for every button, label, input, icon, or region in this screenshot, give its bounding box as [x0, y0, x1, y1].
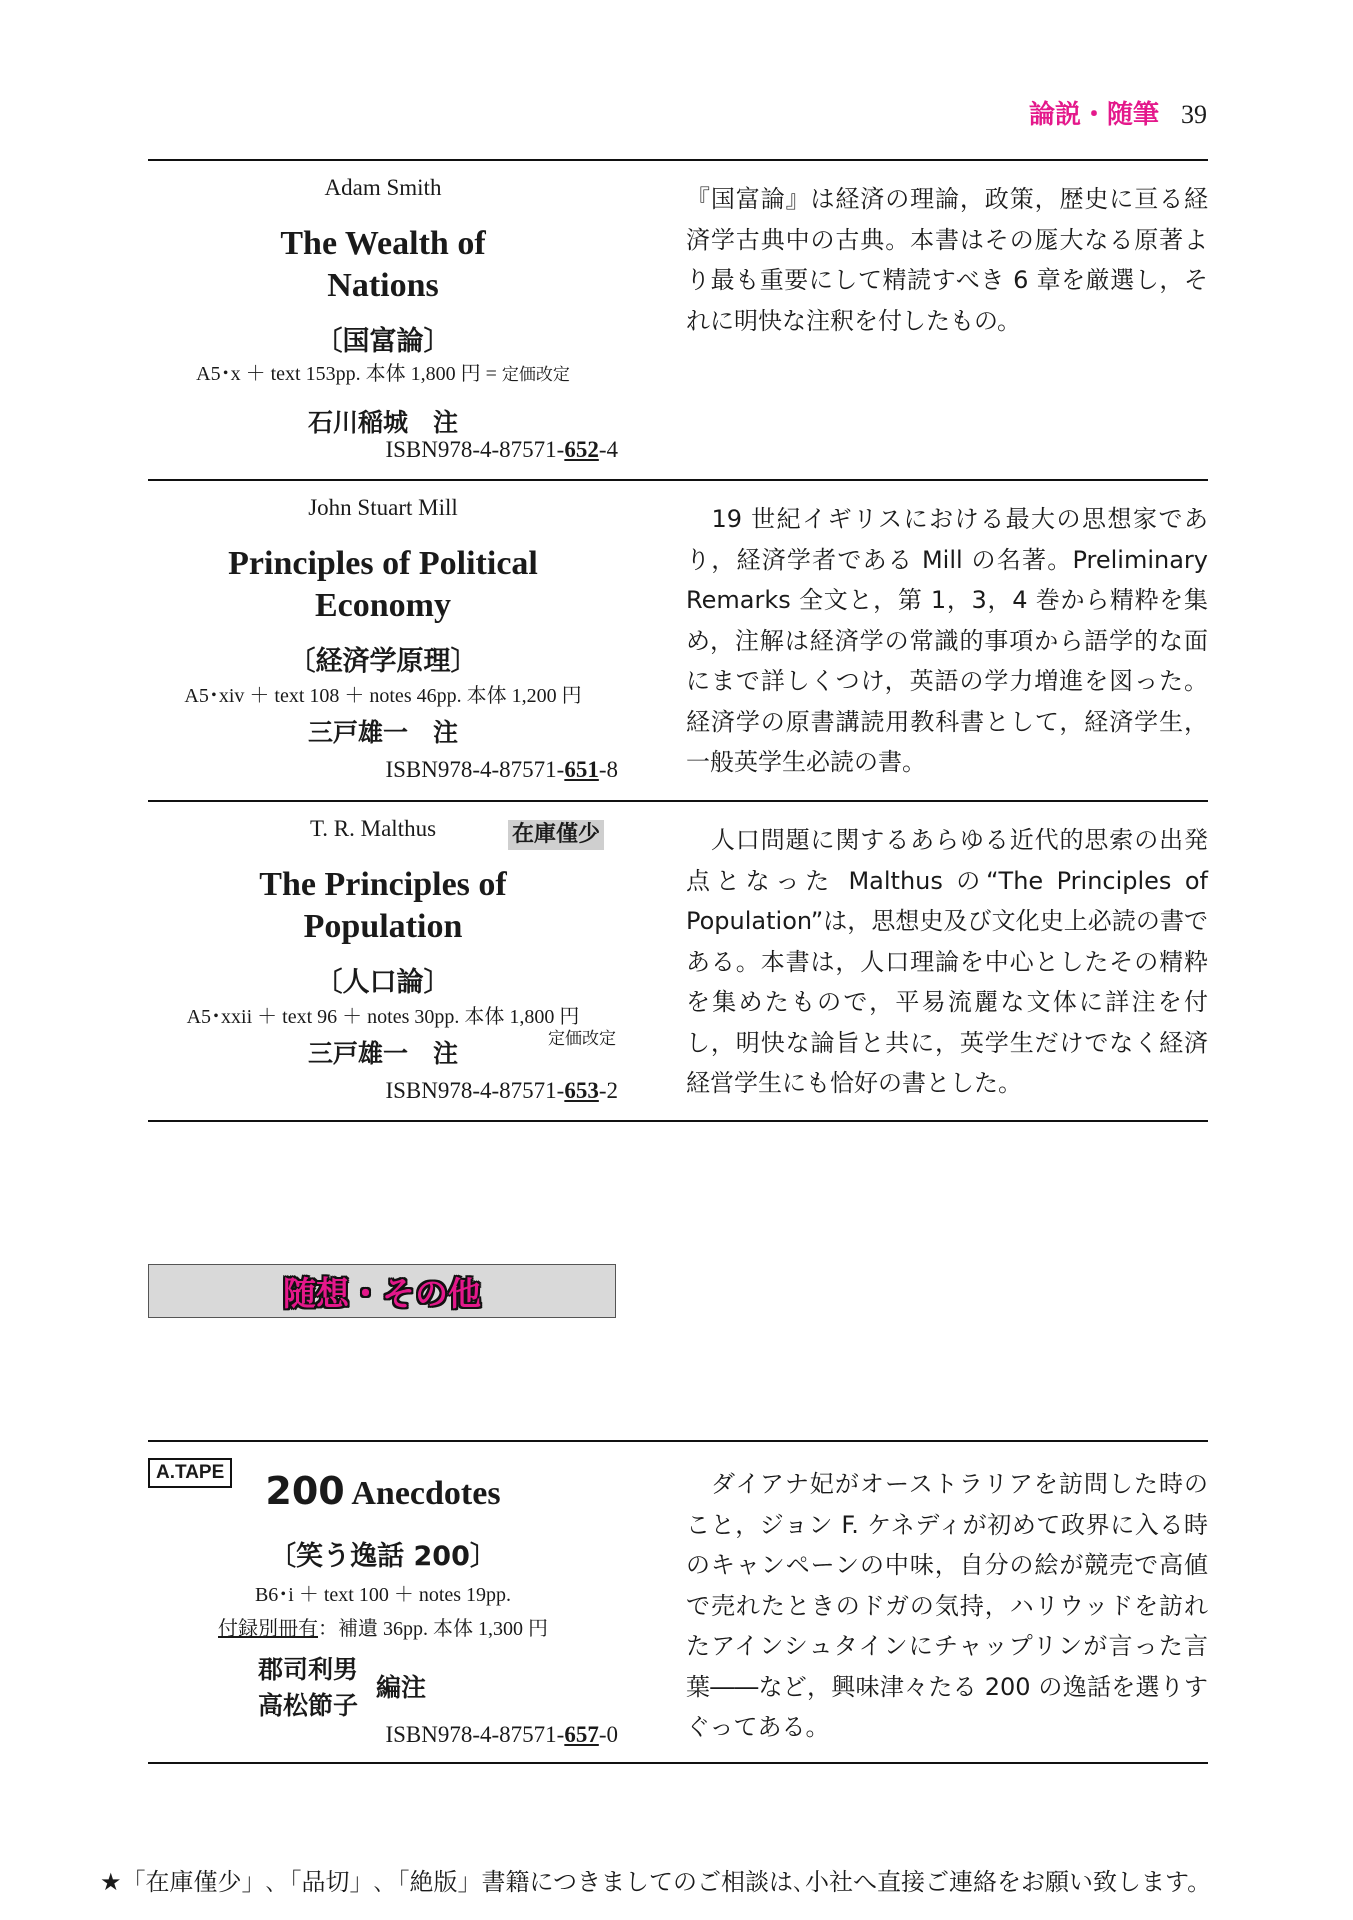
book-author: John Stuart Mill [308, 495, 458, 520]
book-title-line: Principles of Political [228, 545, 538, 582]
book-title-line: The Principles of [259, 866, 507, 903]
spec-note: 定価改定 [501, 365, 570, 385]
book-description: 人口問題に関するあらゆる近代的思索の出発点となった Malthus の“The Principles of Population”は，思想史及び文化史上必読の書である。本書は，人口理論を中心としたその精粋を集めたもので，平易流麗な文体に詳注を付し，明快な論旨と共に，英学生だけでなく経済経営学生にも恰好の書とした。 [686, 826, 1208, 1097]
book-author: T. R. Malthus [309, 816, 437, 841]
spec-text: A5･x ＋ text 153pp. 本体 1,800 円 = [196, 363, 502, 385]
isbn-code: 653 [564, 1078, 599, 1103]
book-japanese-title: 〔経済学原理〕 [288, 646, 478, 677]
audio-tape-badge: A.TAPE [148, 1458, 232, 1488]
book-spec: B6･i ＋ text 100 ＋ notes 19pp. [254, 1584, 512, 1606]
isbn-prefix: ISBN978-4-87571- [385, 1722, 565, 1747]
book-japanese-title: 〔笑う逸話 200〕 [269, 1541, 497, 1572]
footer-note: ★「在庫僅少」､「品切」､「絶版」書籍につきましてのご相談は､小社へ直接ご連絡をお願い致します。 [100, 1868, 1212, 1896]
divider [148, 1120, 1208, 1122]
book-spec [148, 357, 618, 386]
book-editor: 三戸雄一 注 [307, 718, 458, 747]
book-spec: A5･xxii ＋ text 96 ＋ notes 30pp. 本体 1,800 円 [186, 1006, 580, 1028]
book-title-line: Population [303, 908, 463, 945]
book-spec: A5･xiv ＋ text 108 ＋ notes 46pp. 本体 1,200 円 [184, 685, 582, 707]
book-title [148, 223, 618, 307]
book-appendix [148, 1612, 618, 1641]
isbn-prefix: ISBN978-4-87571- [385, 437, 565, 462]
section-heading: 随想・その他 [283, 1273, 481, 1313]
spec-note: 定価改定 [548, 1029, 616, 1049]
book-entry-200-anecdotes [148, 1440, 1208, 1762]
book-title-line: Nations [327, 267, 439, 304]
isbn-code: 657 [564, 1722, 599, 1747]
book-editor: 石川稲城 注 [307, 408, 458, 437]
book-editor-role: 編注 [376, 1673, 427, 1702]
book-isbn [385, 1078, 618, 1104]
book-isbn [385, 1722, 618, 1748]
section-name: 論説・随筆 [1028, 100, 1159, 130]
section-heading-box [148, 1264, 616, 1318]
book-editor-2: 高松節子 [257, 1691, 358, 1720]
book-japanese-title: 〔国富論〕 [315, 326, 451, 357]
book-author: Adam Smith [324, 175, 442, 200]
divider [148, 1762, 1208, 1764]
isbn-suffix: -2 [598, 1078, 618, 1103]
book-title [148, 543, 618, 627]
isbn-prefix: ISBN978-4-87571- [385, 1078, 565, 1103]
book-description: 『国富論』は経済の理論，政策，歴史に亘る経済学古典中の古典。本書はその厖大なる原著より最も重要にして精読すべき 6 章を厳選し，それに明快な注釈を付したもの。 [686, 185, 1208, 335]
book-title [148, 864, 618, 948]
book-entry-principles-of-population [148, 800, 1208, 1120]
title-number: 200 [265, 1469, 345, 1513]
stock-badge: 在庫僅少 [508, 820, 604, 850]
isbn-prefix: ISBN978-4-87571- [385, 757, 565, 782]
book-isbn [385, 437, 618, 463]
book-editor: 三戸雄一 注 [307, 1039, 458, 1068]
book-description: ダイアナ妃がオーストラリアを訪問した時のこと，ジョン F. ケネディが初めて政界に入る時のキャンペーンの中味，自分の絵が競売で高値で売れたときのドガの気持，ハリウッドを訪れたアインシュタインにチャップリンが言った言葉――など，興味津々たる 200 の逸話を選りすぐってある。 [686, 1470, 1208, 1741]
isbn-code: 651 [564, 757, 599, 782]
title-word: Anecdotes [344, 1475, 501, 1512]
book-isbn [385, 757, 618, 783]
book-title [148, 1470, 618, 1515]
book-title-line: Economy [315, 587, 451, 624]
book-title-line: The Wealth of [280, 225, 486, 262]
isbn-code: 652 [564, 437, 599, 462]
isbn-suffix: -0 [598, 1722, 618, 1747]
appendix-label: 付録別冊有 [218, 1618, 318, 1640]
book-japanese-title: 〔人口論〕 [315, 967, 451, 998]
book-entry-principles-political-economy [148, 479, 1208, 800]
isbn-suffix: -8 [598, 757, 618, 782]
book-entry-wealth-of-nations [148, 159, 1208, 479]
book-description: 19 世紀イギリスにおける最大の思想家であり，経済学者である Mill の名著。Preliminary Remarks 全文と，第 1，3，4 巻から精粋を集め，注解は経済学の常識的事項から語学的な面にまで詳しくつけ，英語の学力増進を図った。経済学の原書講読用教科書として，経済学生，一般英学生必読の書。 [686, 505, 1208, 776]
isbn-suffix: -4 [598, 437, 618, 462]
book-editor-1: 郡司利男 [257, 1655, 358, 1684]
appendix-detail: ：補遺 36pp. 本体 1,300 円 [318, 1618, 548, 1640]
page-number: 39 [1181, 100, 1207, 129]
running-header [1029, 94, 1207, 131]
